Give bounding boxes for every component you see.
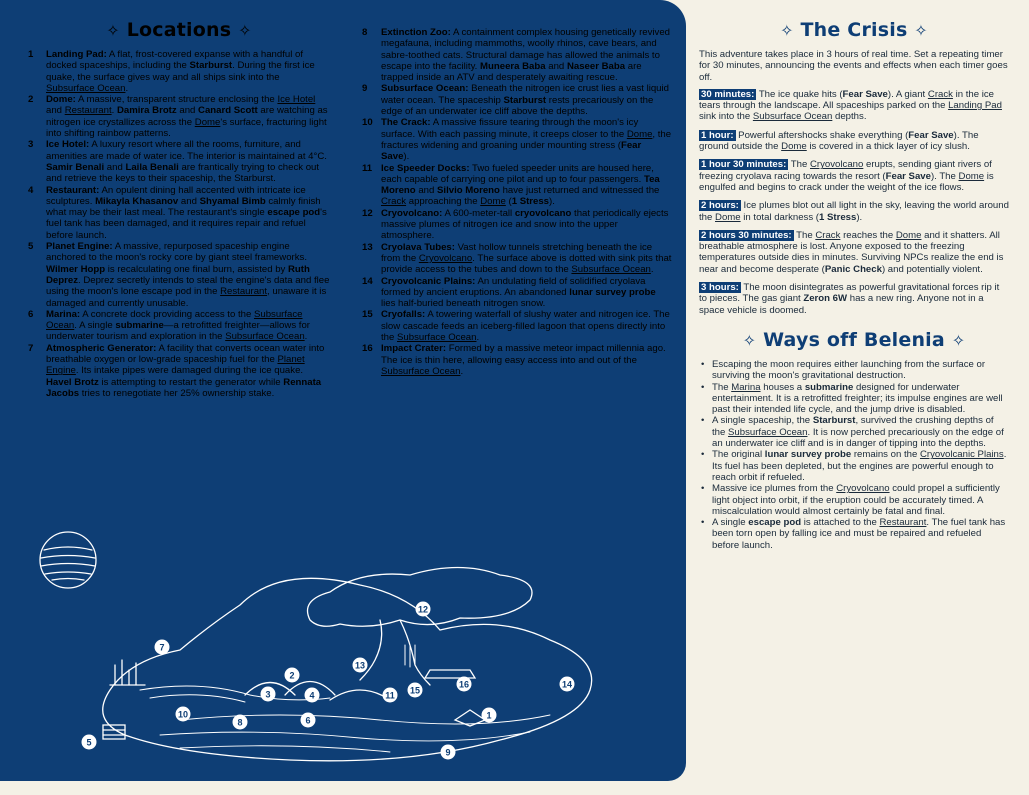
location-entry-9: 9 Subsurface Ocean: Beneath the nitrogen ice crust lies a vast liquid water ocean. The spaceship Starburst rests precariously on the edge of an underwater ice cliff above the depths. xyxy=(362,83,669,118)
svg-text:11: 11 xyxy=(385,690,395,701)
location-entry-2: 2 Dome: A massive, transparent structure enclosing the Ice Hotel and Restaurant. Damira Brotz and Canard Scott are watching as nitrogen ice crystallizes across the Dome's surface, fracturing light into shifting rainbow patterns. xyxy=(28,94,328,140)
cryovolcano-plume xyxy=(308,568,533,686)
diamond-icon: ✧ xyxy=(106,21,120,40)
locations-column-1 xyxy=(28,18,330,399)
crisis-heading: ✧ The Crisis ✧ xyxy=(780,19,928,41)
svg-text:13: 13 xyxy=(354,660,366,671)
map-marker-11[interactable] xyxy=(383,688,398,703)
crisis-event-3h: 3 hours: The moon disintegrates as powerful gravitational forces rip it to pieces. The gas giant Zeron 6W has a new ring. Anyone not in a space vehicle is doomed. xyxy=(699,282,1000,316)
svg-text:5: 5 xyxy=(86,737,92,748)
list-item: • Escaping the moon requires either launching from the surface or surviving the moon's gravitational destruction. xyxy=(699,359,1009,382)
locations-heading: ✧ Locations ✧ xyxy=(106,19,252,41)
list-item: • The original lunar survey probe remains on the Cryovolcanic Plains. Its fuel has been depleted, but the engines are powerful enough to reach orbit if refueled. xyxy=(699,449,1009,483)
svg-text:15: 15 xyxy=(409,685,421,696)
svg-text:2: 2 xyxy=(289,670,295,681)
ways-list xyxy=(699,359,1009,551)
svg-text:16: 16 xyxy=(458,679,470,690)
crisis-event-1h: 1 hour: Powerful aftershocks shake everything (Fear Save). The ground outside the Dome is covered in a thick layer of icy slush. xyxy=(699,129,979,153)
location-entry-3: 3 Ice Hotel: A luxury resort where all the rooms, furniture, and amenities are made of water ice. The interior is maintained at 4°C. Samir Benali and Laila Benali are frantically trying to check out and retrieve the keys to their spaceship, the Starburst. xyxy=(28,139,327,185)
list-item: • The Marina houses a submarine designed for underwater entertainment. It is a retrofitted freighter; its impulse engines are well past their intended life cycle, and the jump drive is disabled. xyxy=(699,382,1009,416)
location-entry-16: 16 Impact Crater: Formed by a massive meteor impact millennia ago. The ice is thin here, allowing easy access into and out of the Subsurface Ocean. xyxy=(362,343,666,377)
map-marker-5[interactable] xyxy=(82,735,97,750)
crisis-event-2h: 2 hours: Ice plumes blot out all light in the sky, leaving the world around the Dome in total darkness (1 Stress). xyxy=(699,200,1009,223)
gas-giant-icon xyxy=(40,532,96,588)
planet-engine-icon xyxy=(103,725,125,739)
location-entry-13: 13 Cryolava Tubes: Vast hollow tunnels stretching beneath the ice from the Cryovolcano. The surface above is dotted with sink pits that provide access to the tubes and down to the Subsurface Ocean. xyxy=(362,241,672,276)
map-marker-15[interactable] xyxy=(408,683,423,698)
svg-text:9: 9 xyxy=(445,747,451,758)
map-marker-9[interactable] xyxy=(441,745,456,760)
diamond-icon: ✧ xyxy=(914,21,928,40)
diamond-icon: ✧ xyxy=(780,21,794,40)
location-entry-6: 6 Marina: A concrete dock providing access to the Subsurface Ocean. A single submarine—a retrofitted freighter—allows for underwater tourism and exploration in the Subsurface Ocean. xyxy=(28,308,310,343)
svg-text:10: 10 xyxy=(177,709,189,720)
location-entry-8: 8 Extinction Zoo: A containment complex housing genetically revived megafauna, including mammoths, woolly rhinos, cave bears, and sabre-toothed cats. Structural damage has allowed the animals to escape into the facility. Muneera Baba and Naseer Baba are trapped inside an ATV and desperately awaiting rescue. xyxy=(362,27,670,84)
svg-text:8: 8 xyxy=(237,717,243,728)
svg-text:14: 14 xyxy=(561,679,573,690)
map-marker-2[interactable] xyxy=(285,668,300,683)
map-marker-8[interactable] xyxy=(233,715,248,730)
location-entry-12: 12 Cryovolcano: A 600-meter-tall cryovolcano that periodically ejects massive plumes of nitrogen ice and snow into the upper atmosphere. xyxy=(362,207,669,242)
svg-text:4: 4 xyxy=(309,690,315,701)
svg-text:3: 3 xyxy=(265,689,271,700)
map-marker-14[interactable] xyxy=(560,677,575,692)
crisis-event-1h30: 1 hour 30 minutes: The Cryovolcano erupts, sending giant rivers of freezing cryolava racing towards the resort (Fear Save). The Dome is engulfed and begins to crack under the weight of the ice flows. xyxy=(699,159,994,193)
diamond-icon: ✧ xyxy=(742,330,757,350)
map-marker-12[interactable] xyxy=(416,602,431,617)
location-entry-4: 4 Restaurant: An opulent dining hall accented with intricate ice sculptures. Mikayla Khasanov and Shyamal Bimb calmly finish what may be their last meal. The restaurant's single escape pod's fuel tank has been damaged, and it requires repair and refuel before launch. xyxy=(28,184,327,241)
svg-text:6: 6 xyxy=(305,715,311,726)
svg-text:7: 7 xyxy=(159,642,165,653)
location-entry-10: 10 The Crack: A massive fissure tearing through the moon's icy surface. With each passing minute, it creeps closer to the Dome, the fractures widening and groaning under mounting stress (Fear Save). xyxy=(362,117,672,163)
location-entry-1: 1 Landing Pad: A flat, frost-covered expanse with a handful of docked spaceships, including the Starburst. During the first ice quake, the surface gives way and all ships sink into the Subsurface Ocean. xyxy=(28,49,315,94)
map-marker-7[interactable] xyxy=(155,640,170,655)
map-marker-6[interactable] xyxy=(301,713,316,728)
crisis-event-30min: 30 minutes: The ice quake hits (Fear Save). A giant Crack in the ice tears through the landscape. All spaceships parked on the Landing Pad sink into the Subsurface Ocean depths. xyxy=(699,88,1002,123)
diamond-icon: ✧ xyxy=(238,21,252,40)
svg-text:1: 1 xyxy=(486,710,492,721)
crisis-intro: This adventure takes place in 3 hours of real time. Set a repeating timer for 30 minutes, announcing the events and effects when each timer goes off. xyxy=(699,49,1008,83)
crisis-event-2h30: 2 hours 30 minutes: The Crack reaches the Dome and it shatters. All breathable atmosphere is lost. Anyone exposed to the freezing temperatures outside dies in minutes. Surviving NPCs realize the end is near and become desperate (Panic Check) and potentially violent. xyxy=(699,229,1004,275)
location-entry-7: 7 Atmospheric Generator: A facility that converts ocean water into breathable oxygen or low-grade spaceship fuel for the Planet Engine. Its intake pipes were damaged during the ice quake. Havel Brotz is attempting to restart the generator while Rennata Jacobs tries to renegotiate her 25% ownership stake. xyxy=(28,342,325,399)
list-item: • A single escape pod is attached to the Restaurant. The fuel tank has been torn open by falling ice and must be repaired and refueled before launch. xyxy=(699,517,1009,551)
ways-heading: ✧ Ways off Belenia ✧ xyxy=(742,328,966,351)
location-entry-15: 15 Cryofalls: A towering waterfall of slushy water and nitrogen ice. The slow cascade feeds an iceberg-filled lagoon that opens directly into the Subsurface Ocean. xyxy=(362,309,670,344)
location-entry-11: 11 Ice Speeder Docks: Two fueled speeder units are housed here, each capable of carrying one pilot and up to four passengers. Tea Moreno and Silvio Moreno have just returned and witnessed the Crack approaching the Dome (1 Stress). xyxy=(362,162,660,208)
map-marker-4[interactable] xyxy=(305,688,320,703)
location-entry-5: 5 Planet Engine: A massive, repurposed spaceship engine anchored to the moon's rocky core by giant steel frameworks. Wilmer Hopp is recalculating one final burn, assisted by Ruth Deprez. Deprez secretly intends to steal the engine's data and flee using the moon's lone escape pod in the Restaurant, unaware it is damaged and currently unusable. xyxy=(28,241,330,309)
location-entry-14: 14 Cryovolcanic Plains: An undulating field of solidified cryolava formed by ancient eruptions. An abandoned lunar survey probe lies half-buried beneath nitrogen snow. xyxy=(362,275,656,310)
map-marker-10[interactable] xyxy=(176,707,191,722)
locations-column-2 xyxy=(362,27,672,377)
moon-map-illustration xyxy=(30,520,650,775)
crisis-column xyxy=(699,18,1009,551)
svg-text:12: 12 xyxy=(417,604,429,615)
map-marker-1[interactable] xyxy=(482,708,497,723)
list-item: • A single spaceship, the Starburst, survived the crushing depths of the Subsurface Ocean. It is now perched precariously on the edge of an underwater ice cliff and is in danger of tipping into the depths. xyxy=(699,415,1009,449)
map-marker-3[interactable] xyxy=(261,687,276,702)
diamond-icon: ✧ xyxy=(951,330,966,350)
map-marker-13[interactable] xyxy=(353,658,368,673)
list-item: • Massive ice plumes from the Cryovolcano could propel a sufficiently light object into orbit, if the eruption could be accurately timed. A miscalculation would almost certainly be fatal and final. xyxy=(699,483,1009,517)
map-marker-16[interactable] xyxy=(457,677,472,692)
